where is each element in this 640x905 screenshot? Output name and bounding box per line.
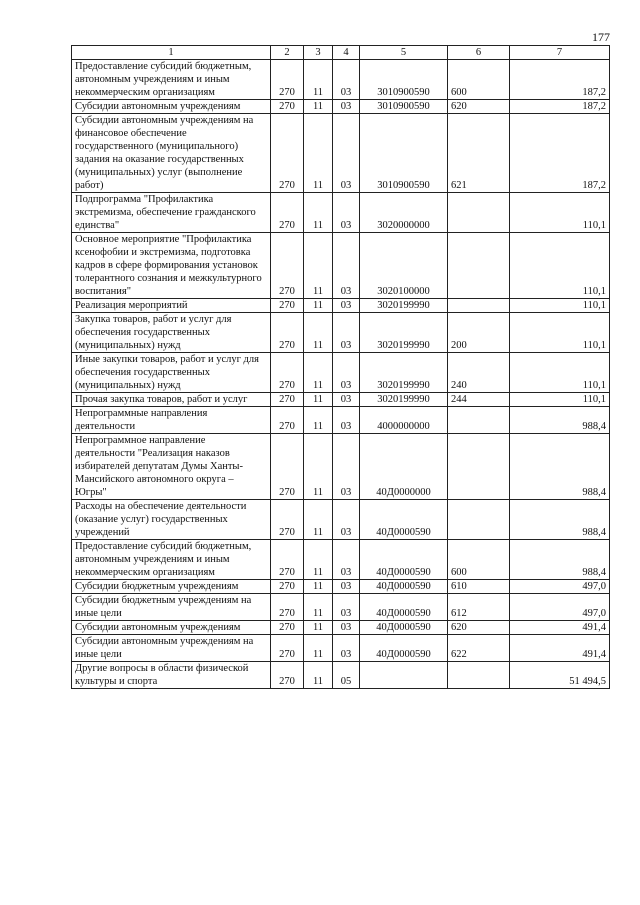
row-amount: 110,1 (510, 353, 610, 393)
row-code: 270 (271, 500, 304, 540)
row-target: 40Д0000590 (360, 621, 448, 635)
row-name: Непрограммное направление деятельности "Реализация наказов избирателей депутатам Думы Ханты-Мансийского автономного округа – Югры" (72, 434, 271, 500)
row-name: Субсидии автономным учреждениям (72, 100, 271, 114)
row-amount: 988,4 (510, 500, 610, 540)
header-col-4: 4 (333, 46, 360, 60)
row-section: 11 (304, 299, 333, 313)
row-section: 11 (304, 353, 333, 393)
row-subsection: 03 (333, 193, 360, 233)
row-code: 270 (271, 313, 304, 353)
row-target: 3010900590 (360, 100, 448, 114)
row-expense: 622 (448, 635, 510, 662)
row-target: 40Д0000590 (360, 500, 448, 540)
row-name: Другие вопросы в области физической культуры и спорта (72, 662, 271, 689)
table-row (72, 233, 610, 299)
row-amount: 988,4 (510, 434, 610, 500)
row-expense: 600 (448, 540, 510, 580)
row-amount: 988,4 (510, 407, 610, 434)
row-expense: 612 (448, 594, 510, 621)
row-expense (448, 299, 510, 313)
row-name: Расходы на обеспечение деятельности (оказание услуг) государственных учреждений (72, 500, 271, 540)
row-target: 3020199990 (360, 313, 448, 353)
row-section: 11 (304, 434, 333, 500)
row-amount: 497,0 (510, 580, 610, 594)
row-subsection: 03 (333, 233, 360, 299)
row-amount: 187,2 (510, 100, 610, 114)
row-target: 40Д0000590 (360, 540, 448, 580)
row-name: Субсидии бюджетным учреждениям (72, 580, 271, 594)
row-expense (448, 434, 510, 500)
row-code: 270 (271, 540, 304, 580)
header-col-3: 3 (304, 46, 333, 60)
row-subsection: 03 (333, 540, 360, 580)
row-amount: 497,0 (510, 594, 610, 621)
row-expense (448, 233, 510, 299)
row-amount: 988,4 (510, 540, 610, 580)
table-row (72, 313, 610, 353)
row-amount: 110,1 (510, 299, 610, 313)
row-subsection: 03 (333, 621, 360, 635)
row-amount: 187,2 (510, 114, 610, 193)
row-target: 3020199990 (360, 299, 448, 313)
table-header-row (72, 46, 610, 60)
row-name: Предоставление субсидий бюджетным, автономным учреждениям и иным некоммерческим организациям (72, 540, 271, 580)
table-row (72, 621, 610, 635)
table-row (72, 60, 610, 100)
row-code: 270 (271, 594, 304, 621)
table-row (72, 540, 610, 580)
row-name: Прочая закупка товаров, работ и услуг (72, 393, 271, 407)
header-col-5: 5 (360, 46, 448, 60)
row-code: 270 (271, 580, 304, 594)
row-subsection: 03 (333, 393, 360, 407)
table-body (72, 60, 610, 689)
table-row (72, 500, 610, 540)
row-subsection: 03 (333, 353, 360, 393)
row-amount: 110,1 (510, 193, 610, 233)
row-section: 11 (304, 60, 333, 100)
row-amount: 187,2 (510, 60, 610, 100)
row-target: 3020000000 (360, 193, 448, 233)
row-section: 11 (304, 100, 333, 114)
row-target: 40Д0000590 (360, 635, 448, 662)
row-expense (448, 407, 510, 434)
row-amount: 110,1 (510, 313, 610, 353)
table-row (72, 635, 610, 662)
row-code: 270 (271, 635, 304, 662)
row-subsection: 03 (333, 500, 360, 540)
row-section: 11 (304, 393, 333, 407)
row-section: 11 (304, 662, 333, 689)
table-row (72, 393, 610, 407)
row-section: 11 (304, 635, 333, 662)
row-section: 11 (304, 114, 333, 193)
row-target (360, 662, 448, 689)
table-row (72, 353, 610, 393)
row-section: 11 (304, 193, 333, 233)
row-expense: 620 (448, 100, 510, 114)
row-name: Предоставление субсидий бюджетным, автономным учреждениям и иным некоммерческим организациям (72, 60, 271, 100)
row-section: 11 (304, 580, 333, 594)
row-subsection: 03 (333, 100, 360, 114)
row-amount: 110,1 (510, 393, 610, 407)
table-row (72, 662, 610, 689)
row-name: Субсидии бюджетным учреждениям на иные цели (72, 594, 271, 621)
row-code: 270 (271, 434, 304, 500)
header-col-7: 7 (510, 46, 610, 60)
table-row (72, 299, 610, 313)
row-section: 11 (304, 500, 333, 540)
row-section: 11 (304, 540, 333, 580)
row-code: 270 (271, 193, 304, 233)
row-target: 3010900590 (360, 60, 448, 100)
row-name: Основное мероприятие "Профилактика ксенофобии и экстремизма, подготовка кадров в сфере формирования установок толерантного сознания и межкультурного воспитания" (72, 233, 271, 299)
table-row (72, 114, 610, 193)
row-code: 270 (271, 393, 304, 407)
row-subsection: 03 (333, 594, 360, 621)
row-code: 270 (271, 299, 304, 313)
row-amount: 491,4 (510, 635, 610, 662)
row-section: 11 (304, 233, 333, 299)
row-subsection: 03 (333, 635, 360, 662)
row-amount: 110,1 (510, 233, 610, 299)
row-code: 270 (271, 621, 304, 635)
row-section: 11 (304, 313, 333, 353)
budget-table (71, 45, 610, 689)
row-amount: 491,4 (510, 621, 610, 635)
row-section: 11 (304, 594, 333, 621)
row-code: 270 (271, 662, 304, 689)
row-name: Подпрограмма "Профилактика экстремизма, обеспечение гражданского единства" (72, 193, 271, 233)
row-code: 270 (271, 407, 304, 434)
row-subsection: 03 (333, 60, 360, 100)
row-target: 3020100000 (360, 233, 448, 299)
row-expense (448, 662, 510, 689)
row-code: 270 (271, 114, 304, 193)
row-name: Субсидии автономным учреждениям на иные цели (72, 635, 271, 662)
row-target: 3010900590 (360, 114, 448, 193)
header-col-6: 6 (448, 46, 510, 60)
row-target: 40Д0000590 (360, 580, 448, 594)
row-expense: 621 (448, 114, 510, 193)
row-code: 270 (271, 233, 304, 299)
row-target: 3020199990 (360, 353, 448, 393)
row-target: 40Д0000000 (360, 434, 448, 500)
header-col-2: 2 (271, 46, 304, 60)
row-code: 270 (271, 60, 304, 100)
row-name: Субсидии автономным учреждениям на финансовое обеспечение государственного (муниципального) задания на оказание государственных (муниципальных) услуг (выполнение работ) (72, 114, 271, 193)
row-section: 11 (304, 621, 333, 635)
row-expense: 610 (448, 580, 510, 594)
row-subsection: 03 (333, 580, 360, 594)
row-section: 11 (304, 407, 333, 434)
header-col-1: 1 (72, 46, 271, 60)
row-code: 270 (271, 100, 304, 114)
table-row (72, 580, 610, 594)
row-target: 40Д0000590 (360, 594, 448, 621)
table-row (72, 594, 610, 621)
row-subsection: 03 (333, 114, 360, 193)
row-expense (448, 193, 510, 233)
row-name: Субсидии автономным учреждениям (72, 621, 271, 635)
row-expense: 240 (448, 353, 510, 393)
table-row (72, 100, 610, 114)
page-number: 177 (592, 30, 610, 44)
table-row (72, 434, 610, 500)
row-expense: 244 (448, 393, 510, 407)
row-name: Закупка товаров, работ и услуг для обеспечения государственных (муниципальных) нужд (72, 313, 271, 353)
row-subsection: 03 (333, 434, 360, 500)
row-target: 4000000000 (360, 407, 448, 434)
row-name: Непрограммные направления деятельности (72, 407, 271, 434)
row-name: Иные закупки товаров, работ и услуг для обеспечения государственных (муниципальных) нужд (72, 353, 271, 393)
row-expense: 200 (448, 313, 510, 353)
row-target: 3020199990 (360, 393, 448, 407)
row-subsection: 05 (333, 662, 360, 689)
row-expense: 620 (448, 621, 510, 635)
table-row (72, 193, 610, 233)
table-row (72, 407, 610, 434)
row-amount: 51 494,5 (510, 662, 610, 689)
row-expense: 600 (448, 60, 510, 100)
row-name: Реализация мероприятий (72, 299, 271, 313)
row-subsection: 03 (333, 299, 360, 313)
row-code: 270 (271, 353, 304, 393)
row-subsection: 03 (333, 313, 360, 353)
row-subsection: 03 (333, 407, 360, 434)
row-expense (448, 500, 510, 540)
